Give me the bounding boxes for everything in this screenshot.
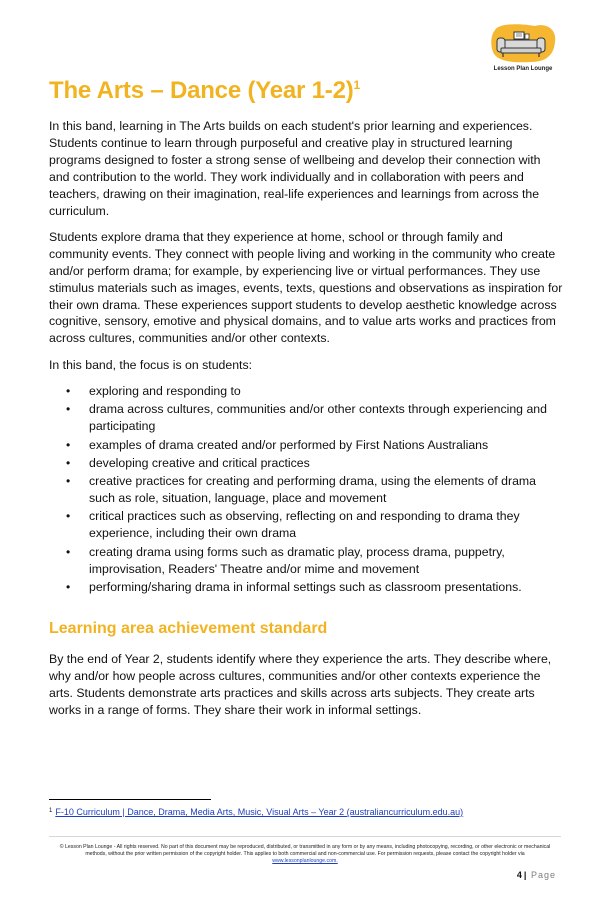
sofa-logo-icon xyxy=(485,22,561,68)
logo-text: Lesson Plan Lounge xyxy=(493,66,553,72)
focus-list xyxy=(49,383,563,596)
title-text: The Arts – Dance (Year 1-2) xyxy=(49,77,354,104)
copyright-text: © Lesson Plan Lounge - All rights reserved. No part of this document may be reproduced, distributed, or transmitted in any form or by any means, including photocopying, recording, or other electronic or mechanical methods, without the prior written permission of the copyright holder. This applies to both commercial and non-commercial use. For permission requests, please contact the copyright holder via xyxy=(59,844,551,858)
page-separator: | xyxy=(523,870,527,880)
list-item: • exploring and responding to xyxy=(49,383,563,400)
intro-paragraph: In this band, learning in The Arts builds on each student's prior learning and experiences. Students continue to learn through purposeful and creative play in structured learning programs designed to foster a strong sense of wellbeing and develop their connection with and contribution to the world. They work individually and in collaboration with peers and teachers, drawing on their imagination, real-life experiences and learnings from across the curriculum. xyxy=(49,119,541,218)
list-item: • critical practices such as observing, reflecting on and responding to drama they experience, including their own drama xyxy=(49,508,563,542)
list-item: • performing/sharing drama in informal settings such as classroom presentations. xyxy=(49,579,563,596)
copyright-notice xyxy=(49,844,561,866)
footer-divider xyxy=(49,836,561,837)
list-item: • creative practices for creating and performing drama, using the elements of drama such as role, situation, language, place and movement xyxy=(49,473,563,507)
main-content xyxy=(49,118,563,597)
page-title xyxy=(49,77,360,105)
title-footnote-ref[interactable]: 1 xyxy=(353,78,360,92)
page-label: Page xyxy=(530,870,556,880)
list-item: • drama across cultures, communities and/or other contexts through experiencing and participating xyxy=(49,401,563,435)
achievement-heading: Learning area achievement standard xyxy=(49,620,328,637)
brand-logo xyxy=(485,22,561,78)
footnote xyxy=(49,807,463,817)
page-number-value: 4 xyxy=(516,870,522,880)
footnote-divider xyxy=(49,799,211,800)
achievement-text: By the end of Year 2, students identify where they experience the arts. They describe where, why and/or how people across cultures, communities and/or other contexts experience the arts. Students demonstrate arts practices and skills across arts subjects. They create arts works in a range of forms. They share their work in informal settings. xyxy=(49,652,552,717)
page-number xyxy=(517,870,556,880)
website-link[interactable]: www.lessonplanlounge.com. xyxy=(272,858,338,865)
footnote-number: 1 xyxy=(49,808,53,814)
intro-paragraph: Students explore drama that they experience at home, school or through family and community events. They connect with people living and working in the community who create and/or perform drama; for example, by experiencing live or virtual performances. They use stimulus materials such as images, events, texts, questions and observations as inspiration for their own drama. These experiences support students to develop aesthetic knowledge across cognitive, sensory, emotive and physical domains, and to value arts works and practices from across cultures, communities and/or other contexts. xyxy=(49,229,563,346)
list-item: • developing creative and critical practices xyxy=(49,455,563,472)
list-item: • examples of drama created and/or performed by First Nations Australians xyxy=(49,437,563,454)
focus-intro: In this band, the focus is on students: xyxy=(49,357,253,372)
list-item: • creating drama using forms such as dramatic play, process drama, puppetry, improvisation, Readers' Theatre and/or mime and movement xyxy=(49,544,563,578)
footnote-link[interactable]: F-10 Curriculum | Dance, Drama, Media Arts, Music, Visual Arts – Year 2 (australiancurriculum.edu.au) xyxy=(55,807,464,817)
